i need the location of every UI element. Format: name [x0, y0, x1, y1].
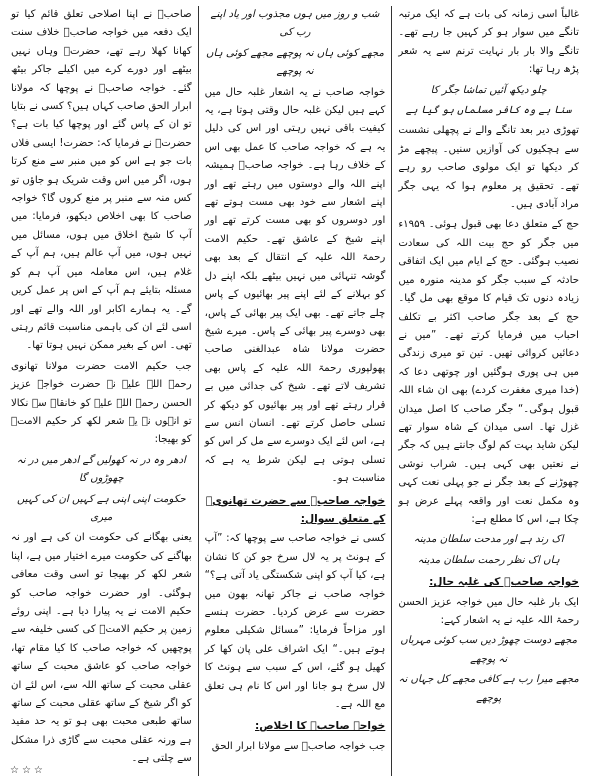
- section-heading: خواجہ صاحبؒ کا اخلاص:: [255, 720, 386, 733]
- verse-line: مجھے کوئی ہاں نہ پوچھے مجھے کوئی ہاں نہ پوچھے: [206, 47, 384, 78]
- footer-stars-ornament: ☆☆☆: [10, 765, 46, 776]
- column-divider-left: [198, 6, 199, 776]
- verse-line: ہاں اک نظر رحمت سلطان مدینہ: [417, 554, 560, 566]
- verse-line: سنا ہے وہ کافر مسلماں ہو گیا ہے: [405, 105, 572, 117]
- verse-line: چلو دیکھ آئیں تماشا جگر کا: [430, 84, 547, 96]
- section-heading: خواجہ صاحبؒ کی غلبہ حال:: [429, 576, 579, 589]
- column-right: [393, 6, 584, 776]
- verse-line: اک رند ہے اور مدحت سلطان مدینہ: [413, 534, 564, 546]
- verse-line: مجھے دوست چھوڑ دیں سب کوئی مہرباں نہ پوچھے: [400, 635, 578, 665]
- paragraph: حج کے متعلق دعا بھی قبول ہوئی۔ ۱۹۵۹ء میں جگر کو حج بیت اللہ کی سعادت نصیب ہوگئی۔ حج کے ایام میں ایک اتفاقی حادثہ کے سبب جگر کو مدینہ منورہ میں زیادہ دنوں تک قیام کا موقع بھی مل گیا۔ حج کے بعد جگر صاحب اکثر بے تکلف احباب میں فرمایا کرتے تھے۔ ”میں نے دعائیں کروائی تھیں۔ تین تو میری زندگی میں ہی پوری ہوگئیں اور چوتھی دعا کہ (خدا میری مغفرت کردے) بھی ان شاء اللہ قبول ہوگی۔“ جگر صاحب کا اصل میدان غزل تھا۔ اسی میدان کے شاہ سوار تھے لیکن شاید بہت کم لوگ جانتے ہیں کہ جگر نے نعتیں بھی کہی ہیں۔ شراب نوشی چھوڑنے کے بعد جگر نے جو پہلی نعت کہی وہ مکمل نعت اور واقعہ پہلے عرض ہو چکا ہے، اس کا مطلع ہے:: [398, 219, 579, 525]
- column-left: [6, 6, 197, 776]
- paragraph: تھوڑی دیر بعد تانگے والے نے پچھلی نشست سے ہچکیوں کی آوازیں سنیں۔ پیچھے مڑ کر دیکھا تو ایک مولوی صاحب رو رہے تھے۔ تحقیق پر معلوم ہوا کہ یہی جگر مراد آبادی ہیں۔: [398, 125, 579, 211]
- paragraph: ایک بار غلبہ حال میں خواجہ عزیز الحسن رحمۃ اللہ علیہ نے یہ اشعار کہے:: [398, 596, 579, 626]
- verse-line: مجھے میرا رب ہے کافی مجھے کل جہاں نہ پوچھے: [398, 674, 579, 704]
- column-divider-right: [391, 6, 392, 776]
- column-middle: [200, 6, 391, 776]
- paragraph: جب حکیم الامت حضرت مولانا تھانوی رحمۃ اللہ علیہ نے حضرت خواجہ عزیز الحسن رحمۃ اللہ علیہ کو خانقاہ سے نکالا تو انہوں نے یہ شعر لکھ کر حکیم الامتؒ کو بھیجا:: [10, 360, 192, 446]
- paragraph: کسی نے خواجہ صاحب سے پوچھا کہ: ”آپ کے ہونٹ پر یہ لال سرخ جو کن کا نشان ہے، کیا آپ کو اپنی شکستگی یاد آتی ہے؟“ خواجہ صاحب نے جاکر تھانہ بھون میں حضرت سے عرض کردیا۔ حضرت ہنسے اور مزاحاً فرمایا: ”مسائل شکیلی معلوم ہوتے ہیں۔“ ایک اشراف علی پان کھا کر کھیل ہو گئے، اس کے سبب سے ہونٹ کا لال سرخ ہو جانا اور اس کا نام ہی تعلق مع اللہ ہے۔: [204, 533, 386, 711]
- verse-line: حکومت اپنی اپنی ہے کہیں ان کی کہیں میری: [16, 493, 186, 523]
- section-heading: خواجہ صاحبؒ سے حضرت تھانویؒ کے متعلق سوال:: [205, 494, 386, 525]
- verse-line: ادھر وہ در نہ کھولیں گے ادھر میں در نہ چھوڑوں گا: [16, 454, 186, 485]
- paragraph: غالباً اسی زمانہ کی بات ہے کہ ایک مرتبہ تانگے میں سوار ہو کر کہیں جا رہے تھے۔ تانگے والا بار بار نہایت ترنم سے یہ شعر پڑھ رہا تھا:: [398, 9, 579, 76]
- paragraph: یعنی بھگانے کی حکومت ان کی ہے اور نہ بھاگنے کی حکومت میرے اختیار میں ہے، اپنا شعر لکھ کر بھیجا تو اسی وقت معافی ہوگئی۔ اور حضرت خواجہ صاحب کو حکیم الامت نے یہ پیارا دیا ہے۔ اپنی روئے زمین پر حکیم الامتؒ کی کسی خلیفہ سے پوچھیں کہ خواجہ صاحب کا کیا مقام تھا، خواجہ صاحب کو عاشق محبت کے ساتھ عقلی محبت کے ساتھ اللہ سے، اس لئے ان کو اگر شیخ کے ساتھ عقلی محبت کے ساتھ ساتھ طبعی محبت بھی ہو تو یہ حد مفید ہے ورنہ عقلی محبت سے گاڑی ذرا مشکل سے چلتی ہے۔: [10, 532, 192, 765]
- paragraph: خواجہ صاحب نے یہ اشعار غلبہ حال میں کہے ہیں لیکن غلبہ حال وقتی ہوتا ہے، یہ کیفیت باقی نہیں رہتی اور اس کی دلیل یہ ہے کہ خواجہ صاحب کا عمل بھی اس کے خلاف رہا ہے۔ خواجہ صاحبؒ ہمیشہ اپنے اللہ والے دوستوں میں رہتے تھے اور اپنے اشعار سے خود بھی مست ہوتے تھے اور دوسروں کو بھی مست کرتے تھے اور اپنے شیخ کے عاشق تھے۔ حکیم الامت رحمۃ اللہ علیہ کے انتقال کے بعد بھی گوشہ تنہائی میں نہیں بیٹھے بلکہ اپنے دل کو بہلانے کے لئے اپنے پیر بھائیوں کے پاس چلے جاتے تھے۔ بھی ایک پیر بھائی کے پاس، بھی دوسرے پیر بھائی کے پاس۔ میرے شیخ حضرت مولانا شاہ عبدالغنی صاحب پھولپوری رحمۃ اللہ علیہ کے پاس بھی تشریف لاتے تھے۔ شیخ کی جدائی میں بے قرار رہتے تھے اور پیر بھائیوں کو دیکھ کر تسلی حاصل کرتے تھے۔ انسان انس سے ہے، اس لئے ایک دوسرے سے مل کر اس کو تسلی ہوتی ہے لیکن شرط یہ ہے کہ مناسبت ہو۔: [204, 86, 386, 485]
- paragraph: صاحبؒ نے اپنا اصلاحی تعلق قائم کیا تو ایک دفعہ میں خواجہ صاحبؒ خلاف سنت کھانا کھلا رہے تھے، حضرتؒ وہاں نہیں بیٹھے اور دورے کرے میں اکیلے جاکر بیٹھ گئے۔ خواجہ صاحبؒ نے پوچھا کہ مولانا ابرار الحق صاحب کہاں ہیں؟ کسی نے بتایا تو ان کے پاس گئے اور پوچھا کیا بات ہے؟ حضرتؒ نے فرمایا کہ: حضرت! ایسی فلاں بات جو ہے اس کو میں منبر سے منع کرتا ہوں، اگر میں اس وقت شریک ہو جاؤں تو کس منہ سے منبر پر منع کروں گا؟ خواجہ صاحب کا بھی اخلاص دیکھو، فرمایا: میں آپ کا شیخ اخلاق میں ہوں، مسائل میں نہیں ہوں، میں آپ عالم ہیں، ہم آپ کے غلام ہیں، اس معاملہ میں آپ ہم کو مسئلہ بتایئے ہم آپ کے اس پر عمل کریں گے۔ یہ ہمارے اکابر اور اللہ والے تھے اور اسی لئے ان کی باہمی مناسبت قائم رہتی تھی۔ اس کے بغیر ممکن نہیں ہوتا تھا۔: [10, 9, 192, 352]
- verse-line: شب و روز میں ہوں مجذوب اور یاد اپنے رب کی: [210, 9, 380, 39]
- paragraph: جب خواجہ صاحبؒ سے مولانا ابرار الحق: [211, 740, 386, 752]
